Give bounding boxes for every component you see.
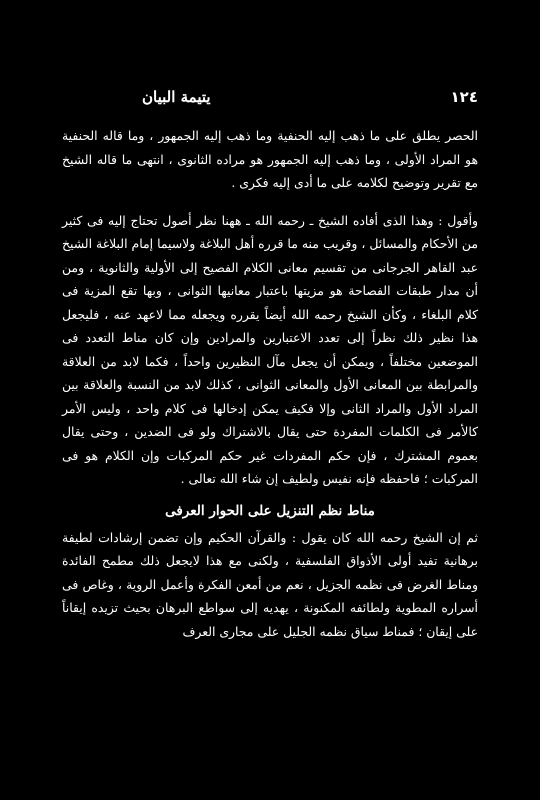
running-head: يتيمة البيان: [142, 88, 211, 106]
paragraph-3: ثم إن الشيخ رحمه الله كان يقول : والقرآن الحكيم وإن تضمن إرشادات لطيفة برهانية تفيد أولى الأذواق الفلسفية ، ولكنى مع هذا لايجعل ذلك مطمح الفائدة ومناط الغرض فى نظمه الجزيل ، نعم من أمعن الفكرة وأعمل الروية ، وغاص فى أسراره المطوية ولطائفه المكنونة ، يهديه إلى سواطع البرهان بحيث تزيده إيقاناً على إيقان ؛ فمناط سياق نظمه الجليل على مجارى العرف: [62, 529, 478, 639]
page-header: [62, 88, 478, 116]
page-number: ١٢٤: [450, 88, 478, 106]
paragraph-1: الحصر يطلق على ما ذهب إليه الحنفية وما ذهب إليه الجمهور ، وما قاله الحنفية هو المراد الأولى ، وما ذهب إليه الجمهور هو مراده الثانوى ، انتهى ما قاله الشيخ مع تقرير وتوضيح لكلامه على ما أدى إليه فكرى .: [62, 128, 478, 190]
section-heading: مناط نظم التنزيل على الحوار العرفى: [165, 502, 375, 519]
book-page: [62, 88, 478, 760]
paragraph-2: وأقول : وهذا الذى أفاده الشيخ ـ رحمه الله ـ ههنا نظر أصول تحتاج إليه فى كثير من الأحكام والمسائل ، وقريب منه ما قرره أهل البلاغة ولاسيما إمام البلاغة الشيخ عبد القاهر الجرجانى من تقسيم معانى الكلام الفصيح إلى الأولية والثانوية ، ومن أن مدار طبقات الفصاحة هو مزيتها باعتبار معانيها الثوانى ، وبها تقع المزية فى كلام البلغاء ، وكأن الشيخ رحمه الله أيضاً يقرره ويجعله مما لاعهد عنه ، فليجعل هذا نظير ذلك نظراً إلى تعدد الاعتبارين والمرادين وإن كان مناط التعدد فى الموضعين مختلفاً ، ويمكن أن يجعل مآل النظيرين واحداً ، فكما لابد من العلاقة والمرابطة بين المعانى الأول والمعانى الثوانى ، كذلك لابد من النسبة والعلاقة بين المراد الأول والمراد الثانى وإلا فكيف يمكن إدخالها فى كلام واحد ، وليس الأمر كالأمر فى الكلمات المفردة حتى يقال بالاشتراك ولو فى الضدين ، وحتى يقال بعموم المشترك ، فإن حكم المفردات غير حكم المركبات وإن الكلام هو فى المركبات ؛ فاحفظه فإنه نفيس ولطيف إن شاء الله تعالى .: [62, 212, 478, 486]
